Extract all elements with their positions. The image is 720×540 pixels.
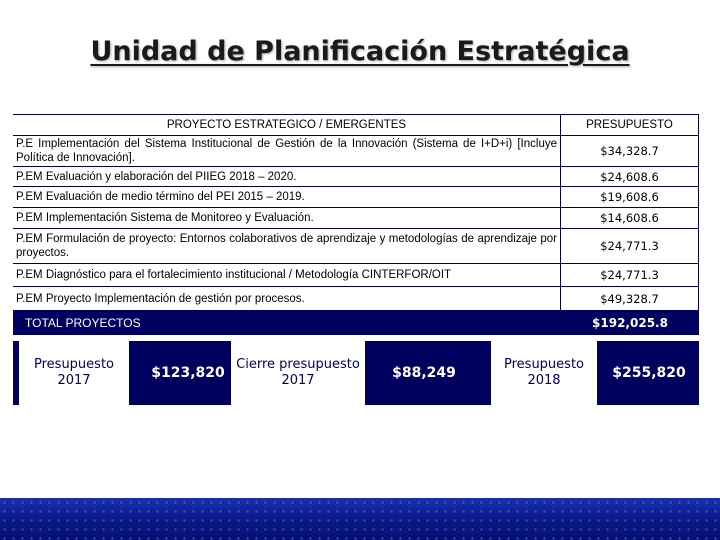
budget-2018-label: Presupuesto 2018 <box>491 341 597 405</box>
table-row <box>13 167 699 186</box>
budget-summary-bar <box>13 341 699 405</box>
dot-pattern <box>0 498 720 540</box>
table-row <box>13 136 699 166</box>
decorative-footer-band <box>0 498 720 540</box>
table-row <box>13 187 699 207</box>
project-amount: $34,328.7 <box>600 144 659 158</box>
page-title: Unidad de Planificación Estratégica <box>90 36 630 67</box>
total-row <box>13 311 699 335</box>
table-row <box>13 208 699 228</box>
project-amount: $19,608.6 <box>600 190 659 204</box>
budget-close-label: Cierre presupuesto 2017 <box>231 341 365 405</box>
table-row <box>13 229 699 263</box>
projects-table <box>13 114 699 335</box>
budget-close-value: $88,249 <box>392 365 456 381</box>
budget-2018-value: $255,820 <box>612 365 686 381</box>
project-amount: $24,771.3 <box>600 268 659 282</box>
project-name: P.EM Formulación de proyecto: Entornos colaborativos de aprendizaje y metodologías de aprendizaje por proyectos. <box>16 233 557 259</box>
project-amount: $49,328.7 <box>600 291 659 306</box>
column-header-project: PROYECTO ESTRATEGICO / EMERGENTES <box>166 119 407 131</box>
table-row <box>13 287 699 310</box>
project-name: P.EM Implementación Sistema de Monitoreo y Evaluación. <box>16 212 314 224</box>
project-name: P.E Implementación del Sistema Institucional de Gestión de la Innovación (Sistema de I+D+i) [Incluye Política de Innovación]. <box>16 138 557 164</box>
project-name: P.EM Evaluación y elaboración del PIIEG 2018 – 2020. <box>16 170 297 183</box>
budget-2017-label: Presupuesto 2017 <box>19 341 129 405</box>
total-label: TOTAL PROYECTOS <box>25 316 141 330</box>
budget-2017-value: $123,820 <box>151 365 225 381</box>
column-header-budget: PRESUPUESTO <box>586 119 673 131</box>
project-name: P.EM Diagnóstico para el fortalecimiento institucional / Metodología CINTERFOR/OIT <box>16 269 452 281</box>
project-amount: $24,771.3 <box>600 239 659 253</box>
total-value: $192,025.8 <box>592 316 668 330</box>
project-name: P.EM Proyecto Implementación de gestión por procesos. <box>16 292 305 305</box>
project-name: P.EM Evaluación de medio término del PEI 2015 – 2019. <box>16 191 305 203</box>
table-header-row <box>13 115 699 135</box>
project-amount: $14,608.6 <box>600 211 659 225</box>
project-amount: $24,608.6 <box>600 169 659 184</box>
table-row <box>13 264 699 286</box>
